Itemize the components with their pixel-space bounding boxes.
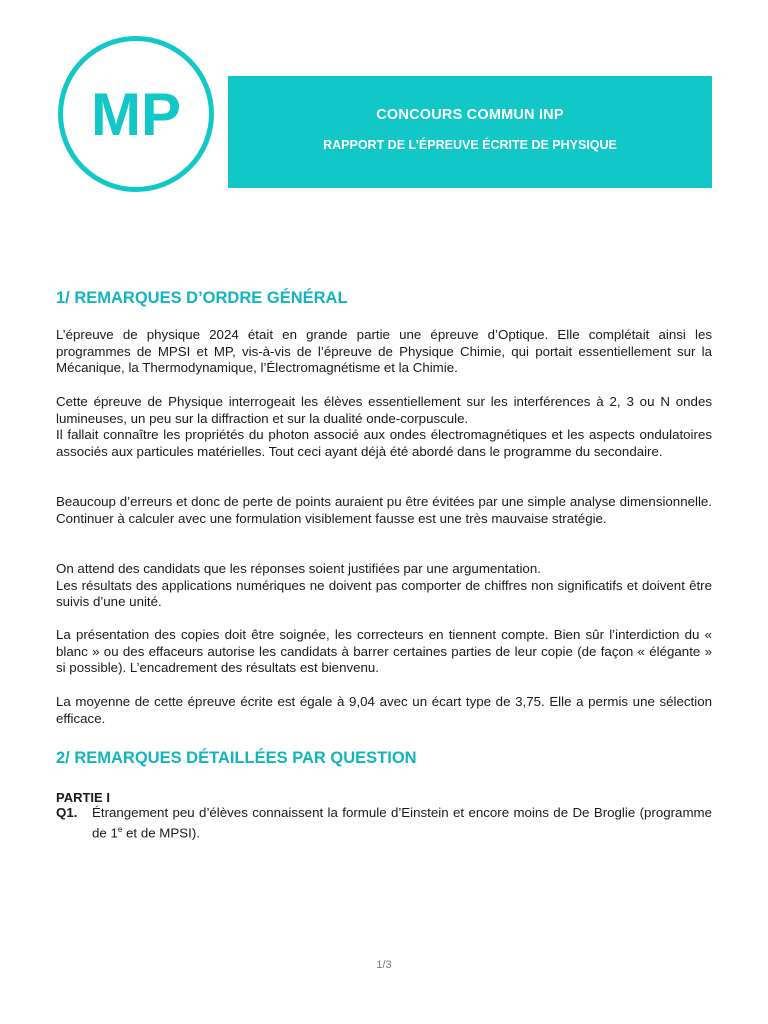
paragraph: La présentation des copies doit être soignée, les correcteurs en tiennent compte. Bien sûr l’interdiction du « blanc » ou des effaceurs autorise les candidats à barrer certaines parties de leur copie (de façon « élégante » si possible). L’encadrement des résultats est bienvenu. — [56, 627, 712, 676]
question-q1 — [56, 805, 712, 842]
paragraph: La moyenne de cette épreuve écrite est égale à 9,04 avec un écart type de 3,75. Elle a permis une sélection efficace. — [56, 694, 712, 726]
paragraph-1-block — [56, 327, 712, 377]
part-label: PARTIE I — [56, 790, 110, 805]
paragraph: On attend des candidats que les réponses soient justifiées par une argumentation. — [56, 561, 541, 576]
paragraph-2-block — [56, 394, 712, 461]
question-number: Q1. — [56, 805, 78, 820]
paragraph: L’épreuve de physique 2024 était en grande partie une épreuve d’Optique. Elle complétait ainsi les programmes de MPSI et MP, vis-à-vis de l’épreuve de Physique Chimie, qui portait essentiellement sur la Mécanique, la Thermodynamique, l’Électromagnétisme et la Chimie. — [56, 327, 712, 376]
paragraph: Beaucoup d’erreurs et donc de perte de points auraient pu être évitées par une simple analyse dimensionnelle. Continuer à calculer avec une formulation visiblement fausse est une très mauvaise stratégie. — [56, 494, 712, 526]
paragraph: Cette épreuve de Physique interrogeait les élèves essentiellement sur les interférences à 2, 3 ou N ondes lumineuses, un peu sur la diffraction et sur la dualité onde-corpuscule. — [56, 394, 712, 426]
paragraph: Il fallait connaître les propriétés du photon associé aux ondes électromagnétiques et les aspects ondulatoires associés aux particules matérielles. Tout ceci ayant déjà été abordé dans le programme du secondaire. — [56, 427, 712, 460]
section-1-heading: 1/ REMARQUES D’ORDRE GÉNÉRAL — [56, 289, 348, 307]
mp-logo — [58, 36, 214, 192]
banner-title: CONCOURS COMMUN INP — [376, 107, 564, 123]
header-banner — [228, 76, 712, 188]
section-2-heading: 2/ REMARQUES DÉTAILLÉES PAR QUESTION — [56, 749, 417, 767]
paragraph-4-block — [56, 561, 712, 611]
paragraph-5-block — [56, 627, 712, 677]
paragraph-3-block — [56, 494, 712, 527]
section-2 — [56, 749, 712, 768]
page-number: 1/3 — [376, 959, 392, 971]
superscript: e — [117, 824, 123, 834]
question-text — [92, 805, 712, 842]
mp-logo-text: MP — [91, 81, 181, 148]
section-1 — [56, 289, 712, 308]
paragraph-6-block — [56, 694, 712, 727]
question-text-part-b: et de MPSI). — [122, 825, 200, 841]
part-1 — [56, 790, 712, 842]
banner-subtitle: RAPPORT DE L’ÉPREUVE ÉCRITE DE PHYSIQUE — [323, 138, 617, 152]
question-text-part-a: Étrangement peu d’élèves connaissent la formule d’Einstein et encore moins de De Broglie (programme de 1 — [92, 805, 712, 841]
paragraph: Les résultats des applications numériques ne doivent pas comporter de chiffres non significatifs et doivent être suivis d’une unité. — [56, 577, 712, 610]
